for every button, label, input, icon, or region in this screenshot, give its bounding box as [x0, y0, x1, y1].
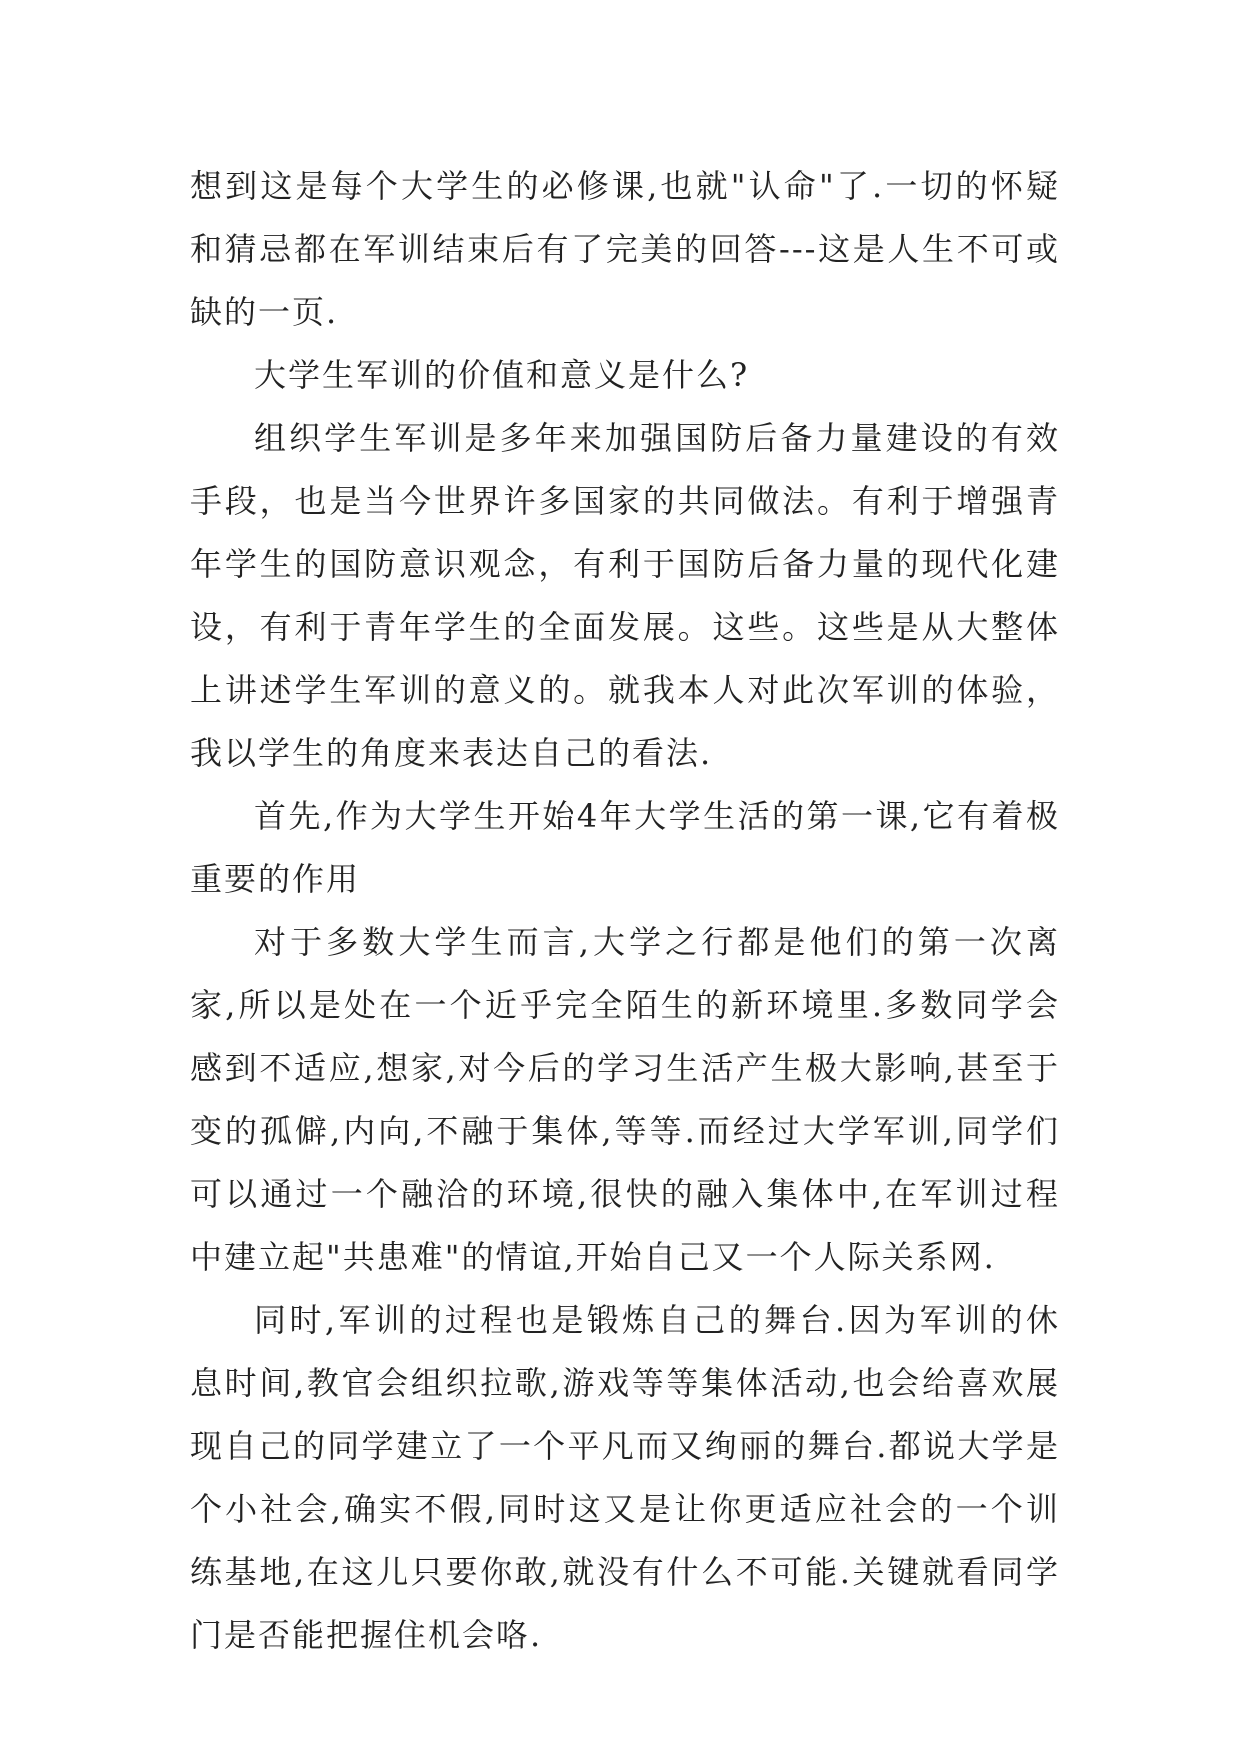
- paragraph-new-environment: 对于多数大学生而言,大学之行都是他们的第一次离家,所以是处在一个近乎完全陌生的新环境里.多数同学会感到不适应,想家,对今后的学习生活产生极大影响,甚至于变的孤僻,内向,不融于集体,等等.而经过大学军训,同学们可以通过一个融洽的环境,很快的融入集体中,在军训过程中建立起"共患难"的情谊,开始自己又一个人际关系网.: [190, 923, 1060, 1276]
- paragraph-question: 大学生军训的价值和意义是什么?: [254, 356, 750, 394]
- paragraph-continuation: 想到这是每个大学生的必修课,也就"认命"了.一切的怀疑和猜忌都在军训结束后有了完美的回答---这是人生不可或缺的一页.: [190, 167, 1060, 331]
- paragraph-significance: 组织学生军训是多年来加强国防后备力量建设的有效手段，也是当今世界许多国家的共同做法。有利于增强青年学生的国防意识观念，有利于国防后备力量的现代化建设，有利于青年学生的全面发展。这些。这些是从大整体上讲述学生军训的意义的。就我本人对此次军训的体验，我以学生的角度来表达自己的看法.: [190, 419, 1060, 772]
- document-body: [190, 155, 1060, 1667]
- paragraph-stage: 同时,军训的过程也是锻炼自己的舞台.因为军训的休息时间,教官会组织拉歌,游戏等等集体活动,也会给喜欢展现自己的同学建立了一个平凡而又绚丽的舞台.都说大学是个小社会,确实不假,同时这又是让你更适应社会的一个训练基地,在这儿只要你敢,就没有什么不可能.关键就看同学门是否能把握住机会咯.: [190, 1301, 1060, 1654]
- paragraph-first-point: 首先,作为大学生开始4年大学生活的第一课,它有着极重要的作用: [190, 797, 1060, 898]
